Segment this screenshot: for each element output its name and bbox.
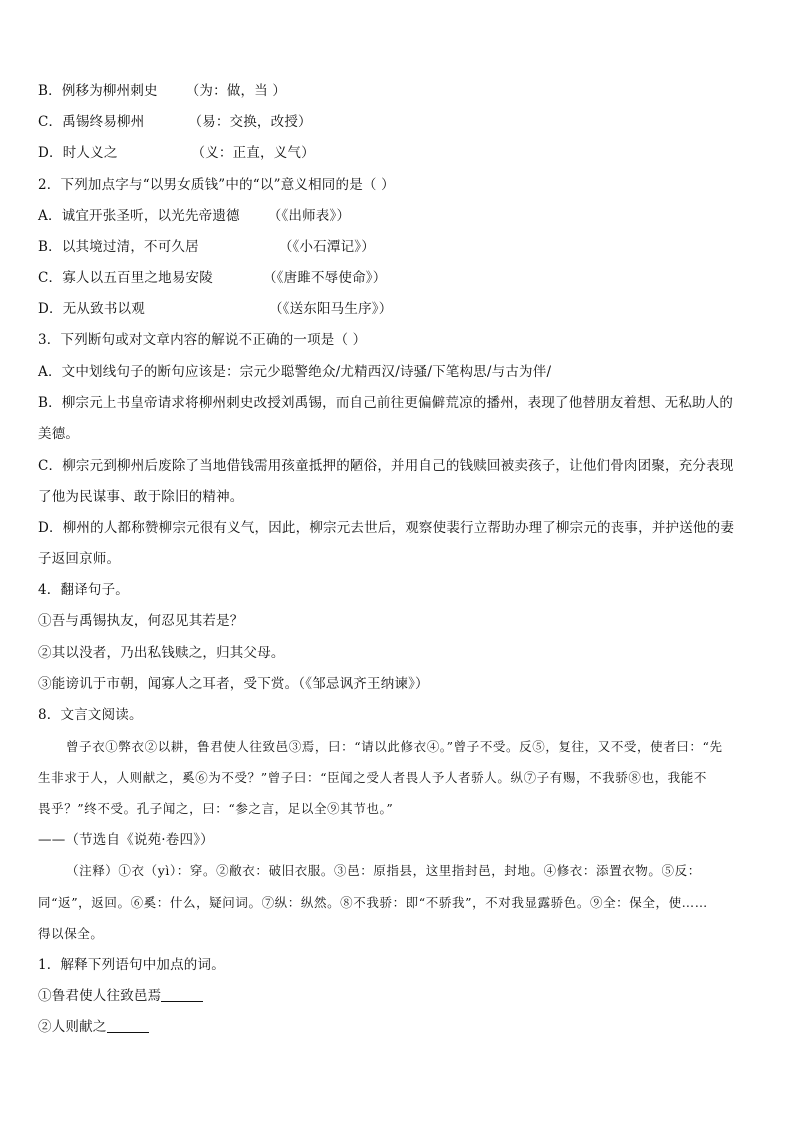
q4-stem: 4．翻译句子。 [38,582,129,598]
passage-line-2: 生非求于人，人则献之，奚⑥为不受？”曾子曰：“臣闻之受人者畏人予人者骄人。纵⑦子有赐，不我骄⑧也，我能不 [38,770,707,785]
q4-item-1: ①吾与禹锡执友，何忍见其若是？ [38,613,244,629]
q2-option-c [38,268,758,288]
annotation-line-2: 同“返”，返回。⑥奚：什么，疑问词。⑦纵：纵然。⑧不我骄：即“不骄我”，不对我显露骄色。⑨全：保全，使…… [38,895,708,910]
option-text: B．例移为柳州刺史 [38,83,158,99]
option-text: D．无从致书以观 [38,301,145,317]
option-text: B．以其境过清，不可久居 [38,239,199,255]
q1-option-b [38,81,758,101]
passage-line-1: 曾子衣①弊衣②以耕，鲁君使人往致邑③焉，曰：“请以此修衣④。”曾子不受。反⑤，复往，又不受，使者曰：“先 [66,739,723,754]
option-source: （《送东阳马生序》） [268,301,393,317]
q2-option-b [38,237,758,257]
annotation-line-1: （注释）①衣（yì）：穿。②敝衣：破旧衣服。③邑：原指县，这里指封邑，封地。④修衣：添置衣物。⑤反： [66,863,701,878]
option-text: A．诚宜开张圣听，以光先帝遗德 [38,208,240,224]
option-source: （《出师表》） [267,208,351,224]
option-note: （为：做，当 ） [185,83,287,99]
passage-line-3: 畏乎？”终不受。孔子闻之，曰：“参之言，足以全⑨其节也。” [38,801,394,816]
q3-option-c-line2: 了他为民谋事、敢于除旧的精神。 [38,489,244,505]
item-text: ①鲁君使人往致邑焉 [38,988,162,1004]
q8-1-stem: 1．解释下列语句中加点的词。 [38,957,225,973]
option-text: C．禹锡终易柳州 [38,114,145,130]
q3-option-d-line2: 子返回京师。 [38,551,121,567]
q8-stem: 8．文言文阅读。 [38,707,143,723]
option-source: （《小石潭记》） [278,239,375,255]
q8-1-item-2 [38,1017,758,1037]
option-source: （《唐雎不辱使命》） [262,270,387,286]
option-note: （易：交换，改授） [188,114,312,130]
passage-source: ——（节选自《说苑·卷四》） [38,832,214,848]
option-note: （义：正直，义气） [191,145,315,161]
q3-stem: 3．下列断句或对文章内容的解说不正确的一项是（ ） [38,332,367,348]
annotation-line-3: 得以保全。 [38,926,104,941]
q2-option-a [38,206,758,226]
q8-1-item-1 [38,986,758,1006]
q3-option-b-line1: B．柳宗元上书皇帝请求将柳州刺史改授刘禹锡，而自己前往更偏僻荒凉的播州，表现了他替朋友着想、无私助人的 [38,395,734,411]
option-text: C．寡人以五百里之地易安陵 [38,270,213,286]
q3-option-b-line2: 美德。 [38,426,80,442]
q1-option-d [38,143,758,163]
q2-stem: 2．下列加点字与“以男女质钱”中的“以”意义相同的是（ ） [38,177,395,193]
q3-option-c-line1: C．柳宗元到柳州后废除了当地借钱需用孩童抵押的陋俗，并用自己的钱赎回被卖孩子，让他们骨肉团聚，充分表现 [38,458,734,474]
item-text: ②人则献之 [38,1019,107,1035]
q3-option-a: A．文中划线句子的断句应该是：宗元少聪警绝众/尤精西汉/诗骚/下笔构思/与古为伴/ [38,364,552,380]
q4-item-2: ②其以没者，乃出私钱赎之，归其父母。 [38,645,285,661]
q4-item-3: ③能谤讥于市朝，闻寡人之耳者，受下赏。（《邹忌讽齐王纳谏》） [38,676,429,692]
answer-blank[interactable] [161,987,203,1002]
q2-option-d [38,299,758,319]
option-text: D．时人义之 [38,145,118,161]
answer-blank[interactable] [107,1018,149,1033]
q3-option-d-line1: D．柳州的人都称赞柳宗元很有义气，因此，柳宗元去世后，观察使裴行立帮助办理了柳宗元的丧事，并护送他的妻 [38,520,735,536]
q1-option-c [38,112,758,132]
